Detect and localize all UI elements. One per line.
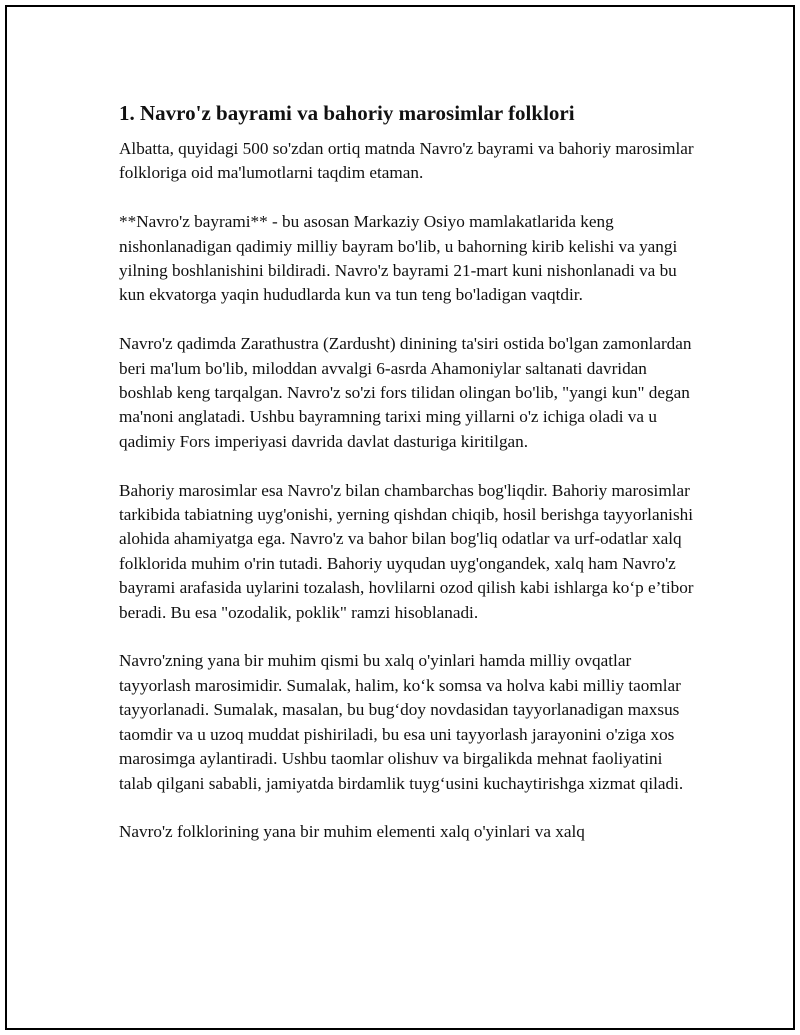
paragraph-intro: Albatta, quyidagi 500 so'zdan ortiq matnda Navro'z bayrami va bahoriy marosimlar folkloriga oid ma'lumotlarni taqdim etaman. <box>119 139 694 183</box>
document-body <box>119 99 699 869</box>
paragraph-folk-games: Navro'z folklorining yana bir muhim elementi xalq o'yinlari va xalq <box>119 822 585 842</box>
paragraph-navroz-history: Navro'z qadimda Zarathustra (Zardusht) dinining ta'siri ostida bo'lgan zamonlardan beri ma'lum bo'lib, miloddan avvalgi 6-asrda Ahamoniylar saltanati davridan boshlab keng tarqalgan. Navro'z so'zi fors tilidan olingan bo'lib, "yangi kun" degan ma'noni anglatadi. Ushbu bayramning tarixi ming yillarni o'z ichiga oladi va u qadimiy Fors imperiyasi davrida davlat dasturiga kiritilgan. <box>119 334 692 451</box>
paragraph-national-dishes: Navro'zning yana bir muhim qismi bu xalq o'yinlari hamda milliy ovqatlar tayyorlash marosimidir. Sumalak, halim, ko‘k somsa va holva kabi milliy taomlar tayyorlanadi. Sumalak, masalan, bu bug‘doy novdasidan tayyorlanadigan maxsus taomdir va u uzoq muddat pishiriladi, bu esa uni tayyorlash jarayonini o'ziga xos marosimga aylantiradi. Ushbu taomlar olishuv va birgalikda mehnat faoliyatini talab qilgani sababli, jamiyatda birdamlik tuyg‘usini kuchaytirishga xizmat qiladi. <box>119 651 684 793</box>
paragraph-navroz-definition: **Navro'z bayrami** - bu asosan Markaziy Osiyo mamlakatlarida keng nishonlanadigan qadimiy milliy bayram bo'lib, u bahorning kirib kelishi va yangi yilning boshlanishini bildiradi. Navro'z bayrami 21-mart kuni nishonlanadi va bu kun ekvatorga yaqin hududlarda kun va tun teng bo'ladigan vaqtdir. <box>119 212 678 305</box>
page-frame <box>5 5 795 1030</box>
paragraph-spring-rituals: Bahoriy marosimlar esa Navro'z bilan chambarchas bog'liqdir. Bahoriy marosimlar tarkibida tabiatning uyg'onishi, yerning qishdan chiqib, hosil berishga tayyorlanishi alohida ahamiyatga ega. Navro'z va bahor bilan bog'liq odatlar va urf-odatlar xalq folklorida muhim o'rin tutadi. Bahoriy uyqudan uyg'ongandek, xalq ham Navro'z bayrami arafasida uylarini tozalash, hovlilarni ozod qilish kabi ishlarga ko‘p e’tibor beradi. Bu esa "ozodalik, poklik" ramzi hisoblanadi. <box>119 480 694 622</box>
section-heading: 1. Navro'z bayrami va bahoriy marosimlar folklori <box>119 101 575 125</box>
